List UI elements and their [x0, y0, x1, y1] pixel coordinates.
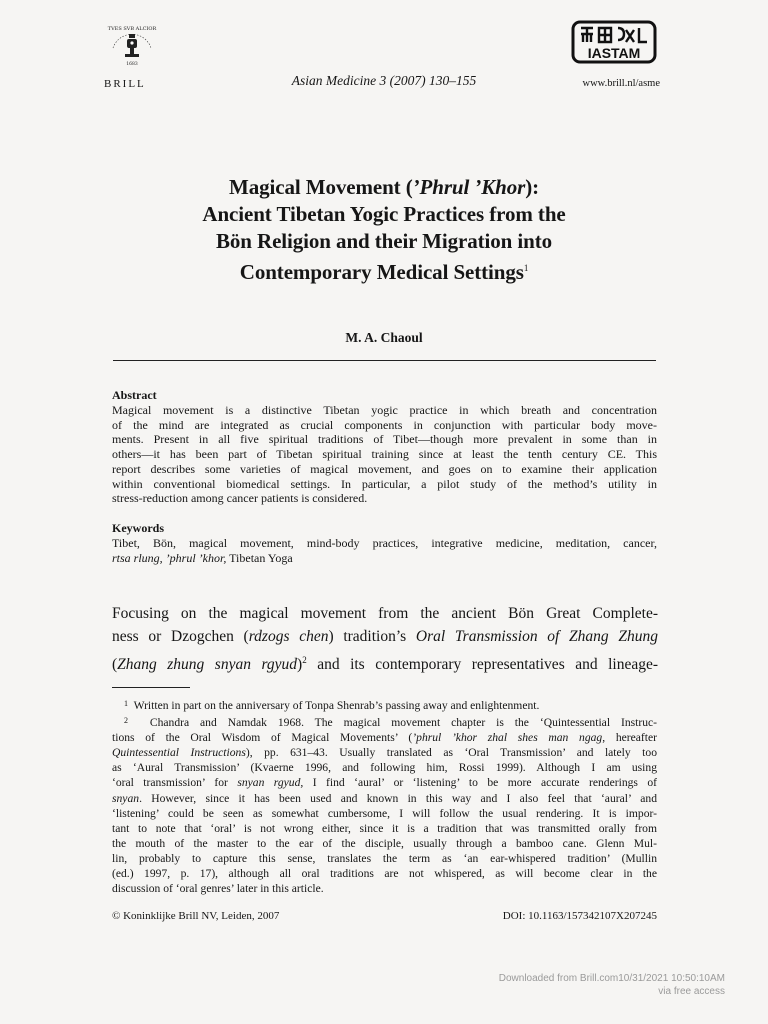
svg-text:1683: 1683 [126, 62, 138, 67]
download-watermark [440, 972, 725, 998]
copyright-notice: © Koninklijke Brill NV, Leiden, 2007 [112, 910, 280, 922]
iastam-seal-logo [571, 20, 657, 64]
journal-reference: Asian Medicine 3 (2007) 130–155 [291, 73, 477, 88]
svg-text:TVES SVB ALCIOR: TVES SVB ALCIOR [107, 26, 157, 32]
body-paragraph [112, 602, 658, 676]
brill-emblem-logo [99, 12, 165, 74]
abstract-text: Magical movement is a distinctive Tibetan yogic practice in which breath and concentration of the mind are integrated as crucial components in conjunction with particular body move- ments. Present in all five spiritual traditions of Tibet—though more prevalent in some than in others—it has been part of Tibetan spiritual training since at least the tenth century CE. This report describes some varieties of magical movement, and goes on to examine their application within conventional biomedical settings. In particular, a pilot study of the method’s utility in stress-reduction among cancer patients is considered. [112, 403, 657, 506]
footnotes: $^1$ Written in part on the anniversary of Tonpa Shenrab’s passing away and enlightenment. $^2$ Chandra and Namdak 1968. The magical movement chapter is the ‘Quintessential Instruc- tions of the Oral Wisdom of Magical Movements’ (’phrul ’khor zhal shes man ngag, hereafter Quintessential Instructions), pp. 631–43. Usually translated as ‘Oral Transmission’ and lately too as ‘Aural Transmission’ (Kvaerne 1996, and following him, Rossi 1999). Although I am using ‘oral transmission’ for snyan rgyud, I find ‘aural’ or ‘listening’ to be more accurate renderings of snyan. However, since it has been used and known in this way and I also feel that ‘aural’ and ‘listening’ could be seen as somewhat cumbersome, I will follow the usual rendering. It is impor- tant to note that ‘oral’ is not wrong either, since it is a tradition that was transmitted orally from the mouth of the master to the ear of the disciple, usually through a bamboo cane. Glenn Mul- lin, probably to capture this sense, translates the term as ‘an ear-whispered tradition’ (Mullin (ed.) 1997, p. 17), although all oral traditions are not whispered, as will become clear in the discussion of ‘oral genres’ later in this article. [112, 696, 657, 896]
title-footnote-mark: 1 [523, 263, 529, 273]
footnote-2: $^2$ Chandra and Namdak 1968. The magical movement chapter is the ‘Quintessential Instruc- [124, 716, 658, 730]
publisher-name: BRILL [104, 78, 146, 90]
author-name: M. A. Chaoul [345, 330, 423, 345]
article-title [100, 174, 668, 286]
body-line-3: (Zhang zhung snyan rgyud)$^2$ and its contemporary representatives and lineage- [112, 654, 658, 673]
footnote-1: $^1$ Written in part on the anniversary of Tonpa Shenrab’s passing away and enlightenment. [124, 699, 540, 712]
download-line-1: Downloaded from Brill.com10/31/2021 10:50:10AM [498, 973, 725, 984]
title-line-1: Magical Movement (’Phrul ’Khor): [228, 175, 540, 199]
keywords-text: Tibet, Bön, magical movement, mind-body practices, integrative medicine, meditation, cancer, rtsa rlung, ’phrul ’khor, Tibetan Yoga [112, 536, 657, 565]
journal-url: www.brill.nl/asme [582, 78, 660, 89]
body-line-1: Focusing on the magical movement from the ancient Bön Great Complete- [112, 605, 658, 622]
doi-link[interactable]: DOI: 10.1163/157342107X207245 [502, 910, 657, 922]
footnote-divider [112, 687, 190, 688]
download-line-2: via free access [658, 986, 725, 997]
keywords-section [112, 521, 657, 565]
abstract-heading: Abstract [112, 388, 157, 402]
iastam-logo-text: IASTAM [587, 45, 641, 61]
body-line-2: ness or Dzogchen (rdzogs chen) tradition’s Oral Transmission of Zhang Zhung [112, 628, 659, 646]
header-divider [113, 360, 656, 361]
title-line-4: Contemporary Medical Settings$^1$ [239, 260, 529, 284]
abstract-section [112, 388, 657, 506]
title-line-2: Ancient Tibetan Yogic Practices from the [202, 202, 566, 226]
title-line-3: Bön Religion and their Migration into [215, 229, 553, 253]
keywords-heading: Keywords [112, 521, 164, 535]
